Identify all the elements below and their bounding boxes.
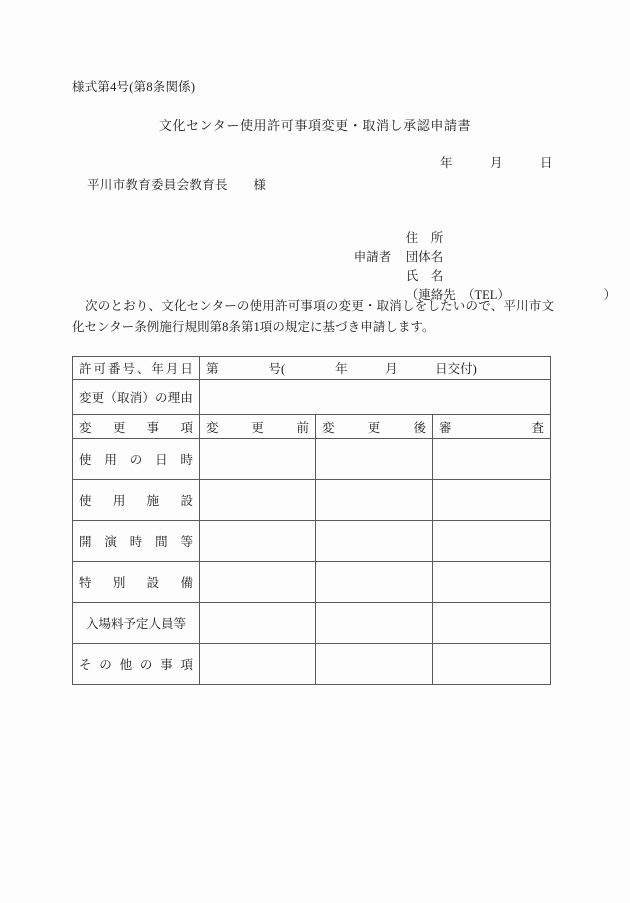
cell-item-label (73, 480, 200, 521)
cell-change-reason-value[interactable] (200, 380, 551, 415)
table-row-change-reason (73, 380, 551, 415)
change-request-table (72, 356, 551, 685)
cell-header-review (433, 415, 551, 439)
header-before-change: 変 更 前 (206, 420, 309, 435)
cell-header-before (200, 415, 316, 439)
cell-after-value[interactable] (316, 521, 433, 562)
cell-before-value[interactable] (200, 521, 316, 562)
table-row (73, 644, 551, 685)
table-row (73, 562, 551, 603)
cell-item-label (73, 521, 200, 562)
row-label-admission-attendance: 入場料予定人員等 (85, 617, 186, 631)
row-label-facility: 使 用 施 設 (79, 494, 193, 508)
cell-review-value[interactable] (433, 480, 551, 521)
cell-before-value[interactable] (200, 439, 316, 480)
cell-before-value[interactable] (200, 562, 316, 603)
table-row (73, 439, 551, 480)
applicant-row (335, 210, 616, 245)
cell-item-label (73, 439, 200, 480)
cell-review-value[interactable] (433, 439, 551, 480)
row-label-performance-time: 開 演 時 間 等 (79, 535, 193, 549)
cell-after-value[interactable] (316, 644, 433, 685)
cell-header-item (73, 415, 200, 439)
row-label-other-matters: そ の 他 の 事 項 (79, 658, 193, 672)
cell-after-value[interactable] (316, 603, 433, 644)
applicant-label: 申請者 (353, 250, 392, 264)
permit-number-label: 許 可 番 号 、 年 月 日 (79, 362, 193, 376)
change-reason-label: 変 更 （ 取 消 ） の 理 由 (79, 391, 193, 405)
cell-after-value[interactable] (316, 439, 433, 480)
cell-before-value[interactable] (200, 644, 316, 685)
applicant-name-label: 氏 名 (405, 269, 444, 283)
addressee-line: 平川市教育委員会教育長 様 (87, 178, 267, 192)
cell-item-label (73, 562, 200, 603)
applicant-block (335, 210, 617, 302)
cell-permit-number-label (73, 357, 200, 380)
table-row (73, 603, 551, 644)
date-line: 年 月 日 (440, 156, 553, 170)
table-row (73, 480, 551, 521)
cell-review-value[interactable] (433, 562, 551, 603)
table-row (73, 521, 551, 562)
body-paragraph: 次のとおり、文化センターの使用許可事項の変更・取消しをしたいので、平川市文化センター条例施行規則第8条第1項の規定に基づき申請します。 (72, 299, 554, 334)
cell-review-value[interactable] (433, 644, 551, 685)
header-review: 審 査 (439, 420, 544, 435)
cell-before-value[interactable] (200, 480, 316, 521)
document-title: 文化センター使用許可事項変更・取消し承認申請書 (158, 118, 472, 133)
header-after-change: 変 更 後 (322, 420, 426, 435)
cell-review-value[interactable] (433, 603, 551, 644)
table-row-permit-number (73, 357, 551, 380)
table-header-row (73, 415, 551, 439)
cell-review-value[interactable] (433, 521, 551, 562)
cell-header-after (316, 415, 433, 439)
applicant-address-label: 住 所 (405, 231, 444, 245)
cell-after-value[interactable] (316, 480, 433, 521)
cell-item-label (73, 603, 200, 644)
cell-item-label (73, 644, 200, 685)
cell-permit-number-value[interactable]: 第 号( 年 月 日交付) (200, 357, 551, 380)
cell-before-value[interactable] (200, 603, 316, 644)
applicant-contact-tel-label: （連絡先 （TEL） ） (405, 288, 617, 302)
row-label-usage-datetime: 使 用 の 日 時 (79, 453, 193, 467)
cell-after-value[interactable] (316, 562, 433, 603)
cell-change-reason-label (73, 380, 200, 415)
form-number: 様式第4号(第8条関係) (72, 80, 196, 94)
header-change-item: 変 更 事 項 (79, 420, 193, 435)
applicant-organization-label: 団体名 (405, 250, 444, 264)
row-label-special-equipment: 特 別 設 備 (79, 576, 193, 590)
